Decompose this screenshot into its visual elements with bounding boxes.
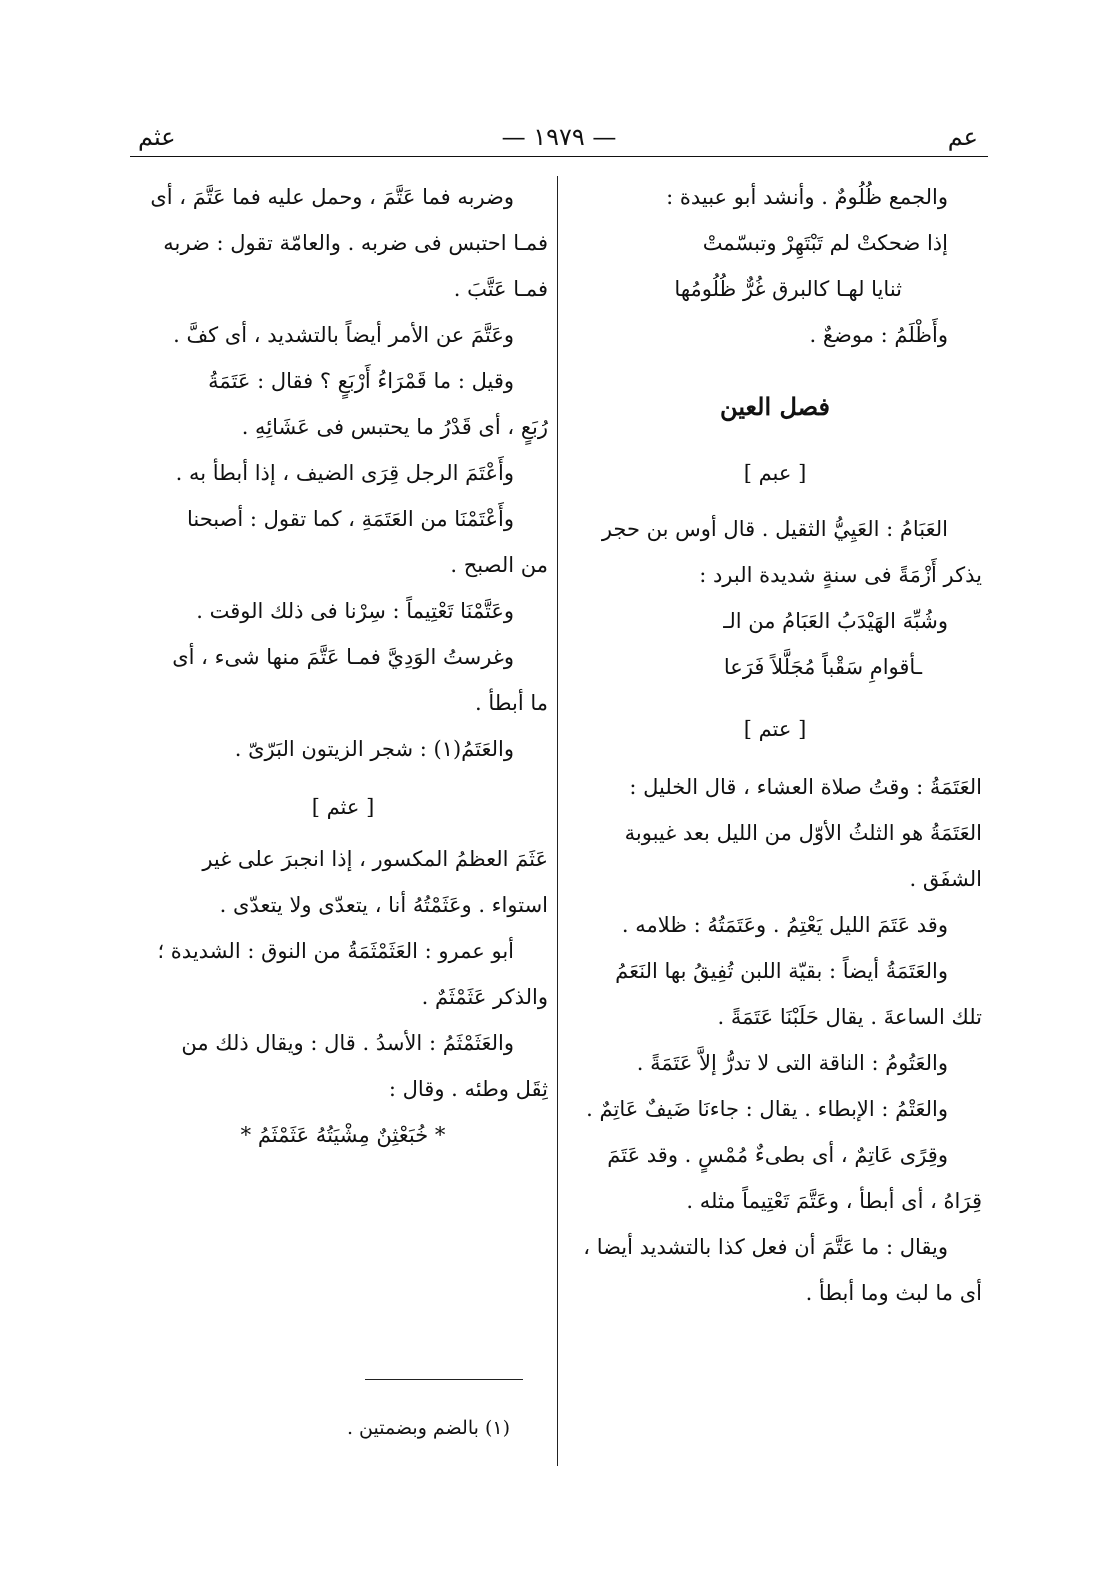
text-line: عَثَمَ العظمُ المكسور ، إذا انجبرَ على غير	[202, 847, 548, 871]
column-divider	[557, 176, 558, 1466]
text-line: استواء . وعَثَمْتُهُ أنا ، يتعدّى ولا يتعدّى .	[219, 893, 548, 917]
right-column	[568, 174, 982, 1316]
text-line: ما أبطأ .	[475, 691, 548, 715]
text-line: وقيل : ما قَمْرَاءُ أَرْبَعٍ ؟ فقال : عَتَمَةُ	[208, 369, 514, 393]
text-line: أبو عمرو : العَثَمْثَمَةُ من النوق : الشديدة ؛	[157, 939, 514, 963]
text-line: وأَعْتَمْنَا من العَتَمَةِ ، كما تقول : أصبحنا	[186, 507, 514, 531]
text-line: وقِرًى عَاتِمٌ ، أى بطىءٌ مُمْسٍ . وقد عَتَمَ	[607, 1143, 948, 1167]
root-heading: [ عبم ]	[743, 461, 807, 485]
text-line: فمـا عَتَّبَ .	[453, 277, 548, 301]
text-line: والعَتْمُ : الإبطاء . يقال : جاءنَا ضَيفٌ عَاتِمٌ .	[586, 1097, 948, 1121]
text-line: وعَتَّمَ عن الأمر أيضاً بالتشديد ، أى كفَّ .	[173, 323, 514, 347]
footnote-rule	[365, 1379, 523, 1380]
page-header	[130, 118, 988, 156]
header-root-right: عم	[947, 123, 978, 151]
root-heading: [ عتم ]	[743, 717, 807, 741]
text-line: وضربه فما عَتَّمَ ، وحمل عليه فما عَتَّمَ ، أى	[150, 185, 514, 209]
text-line: العَبَامُ : العَيِيُّ الثقيل . قال أوس بن حجر	[601, 517, 948, 541]
text-line: وغرستُ الوَدِيَّ فمـا عَتَّمَ منها شىء ، أى	[172, 645, 514, 669]
root-heading: [ عثم ]	[311, 795, 375, 819]
footnote: (١) بالضم وبضمتين .	[346, 1417, 510, 1439]
verse-line: ثنايا لهـا كالبرق غُرٌّ ظُلُومُها	[674, 277, 902, 301]
text-line: وعَتَّمْنَا تَعْتِيماً : سِرْنا فى ذلك الوقت .	[196, 599, 514, 623]
text-line: رُبَعٍ ، أى قَدْرُ ما يحتبس فى عَشَائِهِ .	[241, 415, 548, 439]
text-line: والعَتُومُ : الناقة التى لا تدرُّ إلاَّ عَتَمَةً .	[636, 1051, 948, 1075]
text-line: العَتَمَةُ هو الثلثُ الأوّل من الليل بعد غيبوبة	[624, 821, 982, 845]
verse-line: * خُبَعْثِنٌ مِشْيَتُهُ عَثَمْثَمُ *	[240, 1123, 446, 1147]
text-line: يذكر أَزْمَةً فى سنةٍ شديدة البرد :	[699, 563, 982, 587]
text-line: والعَتَمَةُ أيضاً : بقيّة اللبن تُفِيقُ بها النَعَمُ	[615, 959, 948, 983]
text-line: الشفَق .	[909, 867, 982, 891]
page-number: — ١٩٧٩ —	[501, 123, 617, 151]
text-line: تلك الساعةَ . يقال حَلَبْنَا عَتَمَةً .	[717, 1005, 982, 1029]
text-line: ثِقَل وطئه . وقال :	[388, 1077, 548, 1101]
header-rule	[130, 156, 988, 157]
header-root-left: عثم	[138, 123, 176, 151]
text-line: والجمع ظُلُومٌ . وأنشد أبو عبيدة :	[666, 185, 948, 209]
text-line: من الصبح .	[450, 553, 548, 577]
text-line: فمـا احتبس فى ضربه . والعامّة تقول : ضربه	[163, 231, 548, 255]
section-heading: فصل العين	[720, 392, 830, 421]
left-column	[138, 174, 548, 1158]
text-line: وأَعْتَمَ الرجل قِرَى الضيف ، إذا أبطأ به .	[175, 461, 514, 485]
text-line: قِرَاهُ ، أى أبطأ ، وعَتَّمَ تَعْتِيماً مثله .	[686, 1189, 982, 1213]
text-line: وقد عَتَمَ الليل يَعْتِمُ . وعَتَمَتُهُ : ظلامه .	[621, 913, 948, 937]
verse-line: وشُبِّهَ الهَيْدَبُ العَبَامُ من الـ	[723, 609, 948, 633]
text-line: وأَظْلَمُ : موضعٌ .	[809, 323, 948, 347]
text-line: والعَثَمْثَمُ : الأسدُ . قال : ويقال ذلك من	[181, 1031, 514, 1055]
text-line: ويقال : ما عَتَّمَ أن فعل كذا بالتشديد أيضا ،	[583, 1235, 948, 1259]
text-line: والعَتَمُ(١) : شجر الزيتون البَرّىّ .	[234, 737, 514, 761]
text-line: والذكر عَثَمْثَمٌ .	[421, 985, 548, 1009]
text-line: أى ما لبث وما أبطأ .	[805, 1281, 982, 1305]
verse-line: ـأقوامِ سَقْباً مُجَلَّلاً فَرَعا	[723, 655, 922, 679]
verse-line: إذا ضحكتْ لم تَبْتَهِرْ وتبسّمتْ	[702, 231, 948, 255]
text-line: العَتَمَةُ : وقتُ صلاة العشاء ، قال الخليل :	[629, 775, 982, 799]
